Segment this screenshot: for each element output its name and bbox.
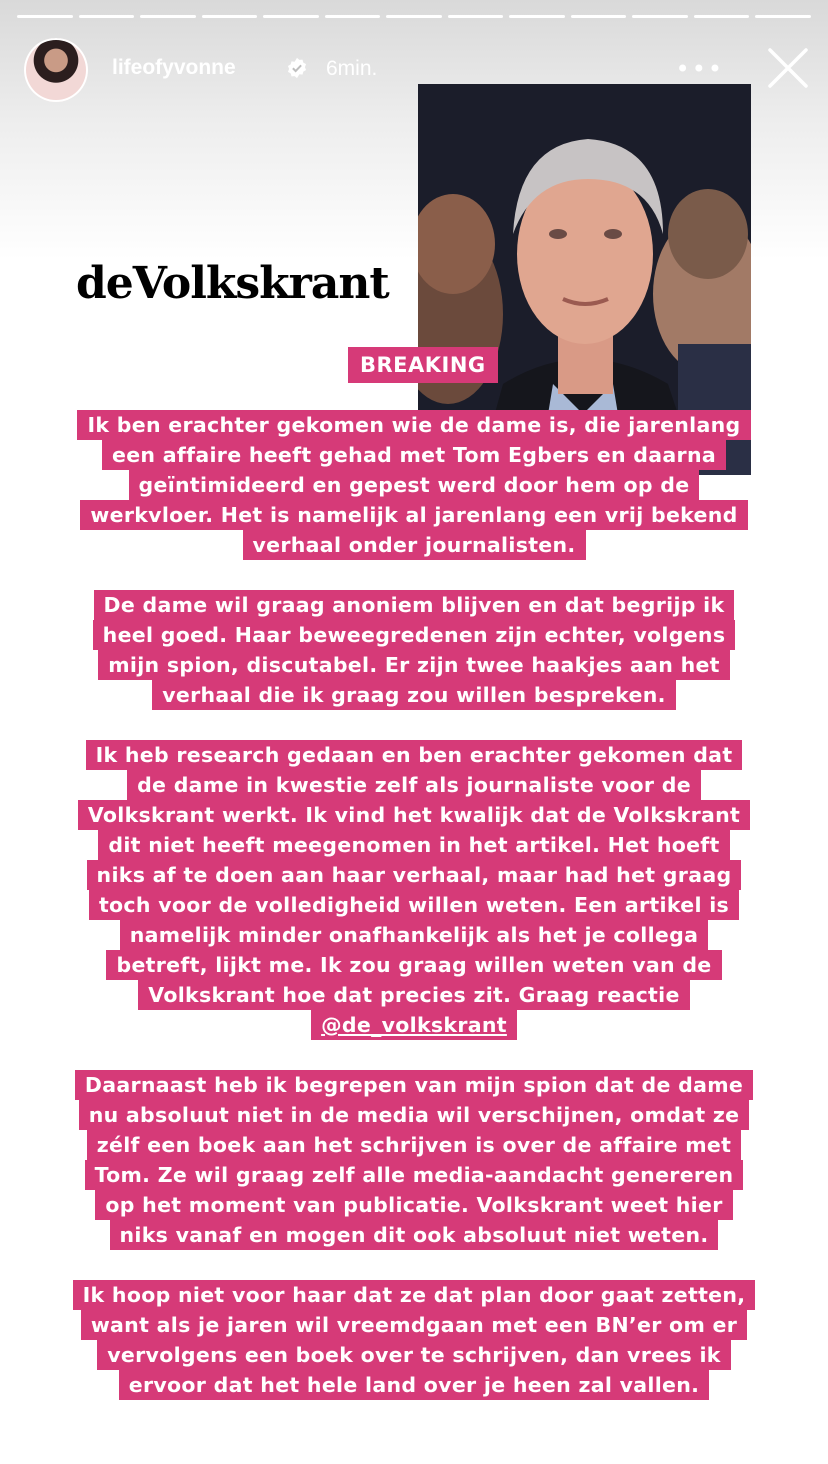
text-line: Tom. Ze wil graag zelf alle media-aandacht genereren [85,1160,744,1190]
progress-segment [694,15,750,18]
progress-segment [386,15,442,18]
progress-segment [17,15,73,18]
progress-segment [140,15,196,18]
text-line: de dame in kwestie zelf als journaliste voor de [127,770,701,800]
text-line: verhaal die ik graag zou willen bespreken. [152,680,675,710]
text-line: een affaire heeft gehad met Tom Egbers en daarna [102,440,726,470]
text-line: Daarnaast heb ik begrepen van mijn spion dat de dame [75,1070,753,1100]
progress-segment [448,15,504,18]
text-line: dit niet heeft meegenomen in het artikel. Het hoeft [98,830,729,860]
close-icon[interactable] [766,46,810,90]
text-line: betreft, lijkt me. Ik zou graag willen weten van de [106,950,721,980]
text-line: zélf een boek aan het schrijven is over de affaire met [87,1130,741,1160]
text-line: niks vanaf en mogen dit ook absoluut niet weten. [110,1220,719,1250]
text-line: namelijk minder onafhankelijk als het je collega [120,920,708,950]
progress-segment [509,15,565,18]
text-line: De dame wil graag anoniem blijven en dat begrijp ik [94,590,735,620]
text-line: Volkskrant werkt. Ik vind het kwalijk dat de Volkskrant [78,800,750,830]
text-paragraph-2 [0,590,828,710]
text-line: Ik ben erachter gekomen wie de dame is, die jarenlang [77,410,750,440]
text-line: Volkskrant hoe dat precies zit. Graag reactie [138,980,689,1010]
volkskrant-logo: deVolkskrant [76,258,389,309]
volkskrant-mention-link[interactable]: @de_volkskrant [311,1010,517,1040]
text-paragraph-1 [0,410,828,560]
progress-segment [202,15,258,18]
text-line: Ik hoop niet voor haar dat ze dat plan door gaat zetten, [73,1280,756,1310]
text-line: toch voor de volledigheid willen weten. Een artikel is [89,890,739,920]
username[interactable]: lifeofyvonne [112,56,236,79]
text-line: geïntimideerd en gepest werd door hem op de [129,470,700,500]
progress-segment [263,15,319,18]
text-line: vervolgens een boek over te schrijven, dan vrees ik [97,1340,730,1370]
progress-segment [571,15,627,18]
post-time: 6min. [326,57,378,80]
text-line: nu absoluut niet in de media wil verschijnen, omdat ze [79,1100,750,1130]
progress-segment [325,15,381,18]
story-progress-bar [17,15,811,19]
more-options-icon[interactable]: ••• [675,55,724,83]
text-paragraph-3 [0,740,828,1040]
text-line: heel goed. Haar beweegredenen zijn echter, volgens [93,620,736,650]
text-paragraph-4 [0,1070,828,1250]
text-line: ervoor dat het hele land over je heen zal vallen. [119,1370,709,1400]
progress-segment [755,15,811,18]
text-line: op het moment van publicatie. Volkskrant weet hier [95,1190,732,1220]
text-line: Ik heb research gedaan en ben erachter gekomen dat [86,740,743,770]
progress-segment [632,15,688,18]
breaking-label: BREAKING [348,347,498,383]
progress-segment [79,15,135,18]
verified-badge-icon [286,57,308,79]
text-line: verhaal onder journalisten. [243,530,586,560]
avatar[interactable] [24,38,88,102]
text-line: want als je jaren wil vreemdgaan met een BN’er om er [81,1310,747,1340]
text-line: werkvloer. Het is namelijk al jarenlang een vrij bekend [80,500,747,530]
text-paragraph-5 [0,1280,828,1400]
text-line: niks af te doen aan haar verhaal, maar had het graag [87,860,742,890]
text-line: mijn spion, discutabel. Er zijn twee haakjes aan het [98,650,730,680]
